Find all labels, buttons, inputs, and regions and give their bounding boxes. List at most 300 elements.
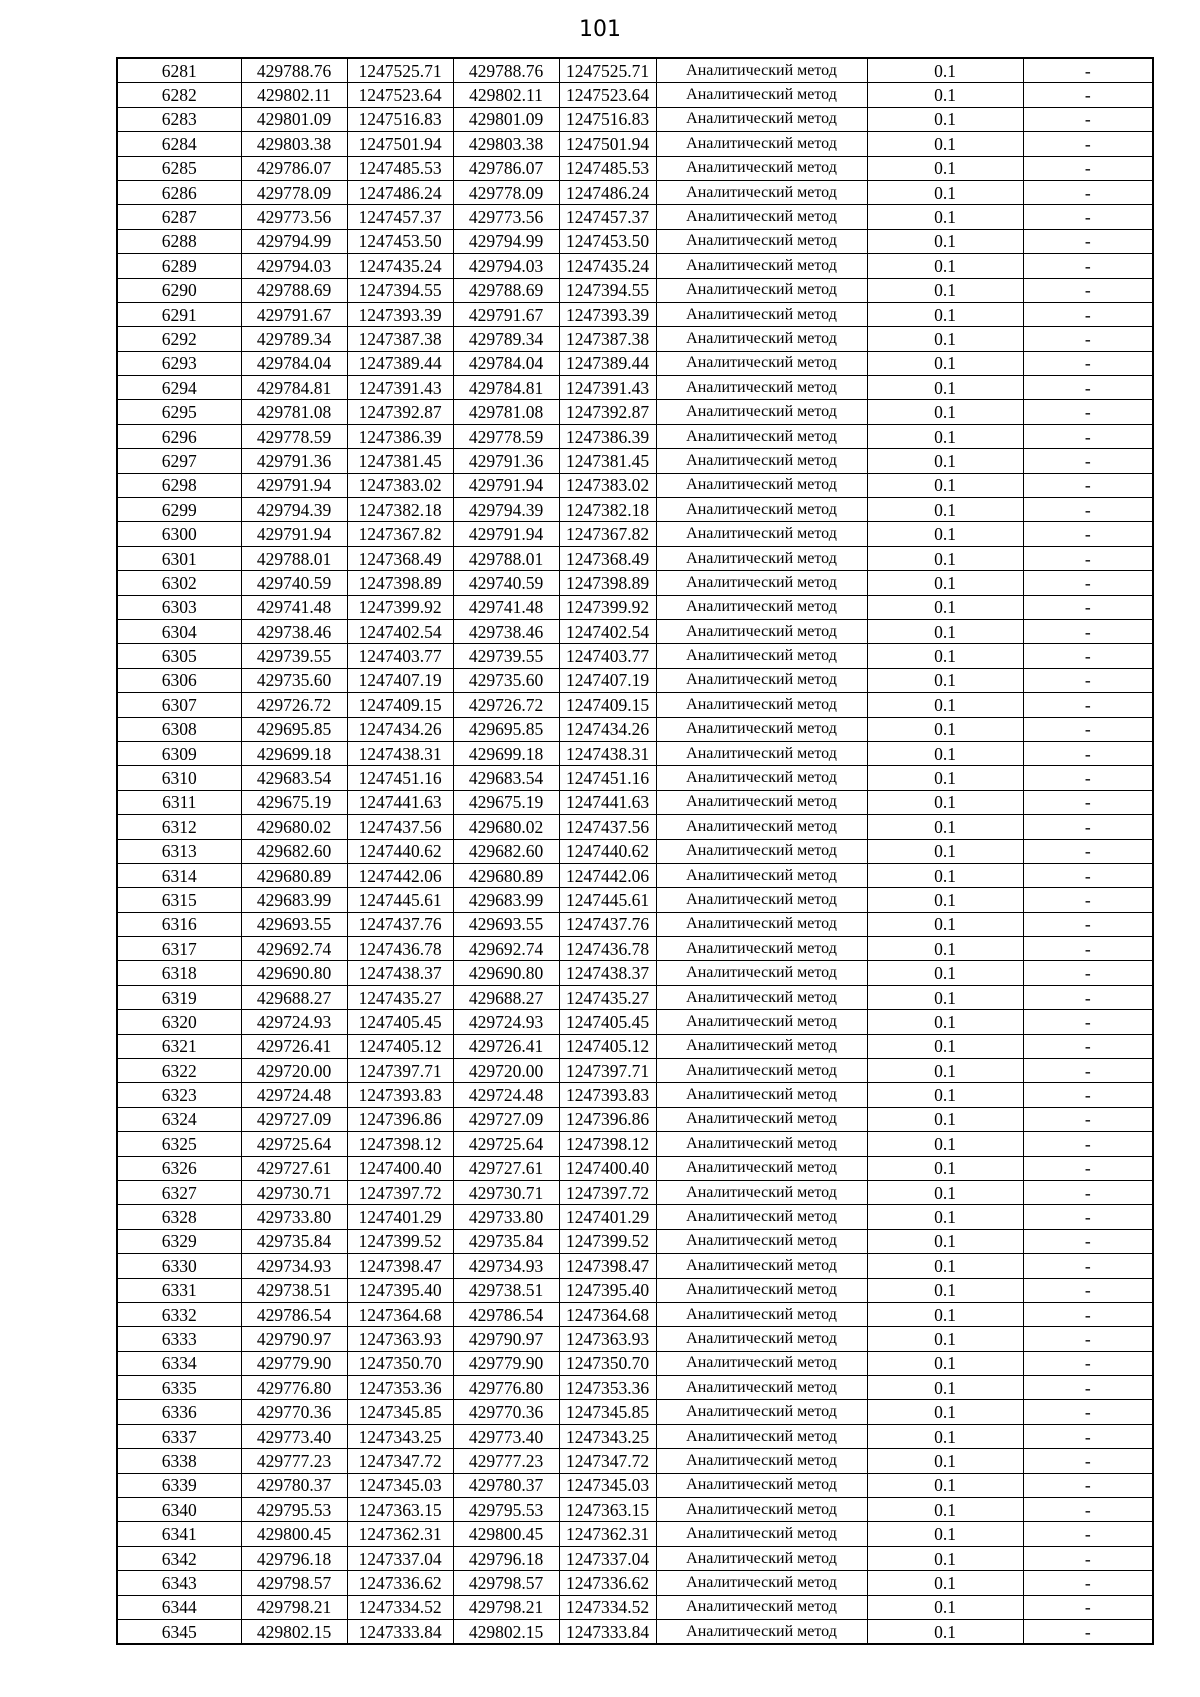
point-number-cell: 6322 <box>117 1059 241 1083</box>
point-number-cell: 6344 <box>117 1595 241 1619</box>
x-coordinate-cell: 429802.15 <box>241 1620 347 1645</box>
y-coordinate-cell: 1247364.68 <box>347 1302 453 1326</box>
y-coordinate-cell: 1247364.68 <box>559 1302 656 1326</box>
point-number-cell: 6330 <box>117 1254 241 1278</box>
y-coordinate-cell: 1247396.86 <box>559 1107 656 1131</box>
accuracy-cell: 0.1 <box>867 1546 1023 1570</box>
note-cell: - <box>1023 888 1153 912</box>
x-coordinate-cell: 429794.03 <box>453 254 559 278</box>
table-row <box>117 1107 1153 1131</box>
point-number-cell: 6339 <box>117 1473 241 1497</box>
table-row <box>117 741 1153 765</box>
accuracy-cell: 0.1 <box>867 156 1023 180</box>
y-coordinate-cell: 1247393.83 <box>347 1083 453 1107</box>
point-number-cell: 6343 <box>117 1571 241 1595</box>
point-number-cell: 6286 <box>117 180 241 204</box>
y-coordinate-cell: 1247399.52 <box>347 1229 453 1253</box>
point-number-cell: 6336 <box>117 1400 241 1424</box>
point-number-cell: 6341 <box>117 1522 241 1546</box>
y-coordinate-cell: 1247437.76 <box>347 912 453 936</box>
table-row <box>117 1620 1153 1645</box>
x-coordinate-cell: 429773.40 <box>453 1424 559 1448</box>
accuracy-cell: 0.1 <box>867 839 1023 863</box>
table-row <box>117 1498 1153 1522</box>
table-row <box>117 400 1153 424</box>
y-coordinate-cell: 1247337.04 <box>347 1546 453 1570</box>
point-number-cell: 6295 <box>117 400 241 424</box>
y-coordinate-cell: 1247334.52 <box>347 1595 453 1619</box>
x-coordinate-cell: 429786.54 <box>241 1302 347 1326</box>
method-cell: Аналитический метод <box>656 1254 867 1278</box>
x-coordinate-cell: 429770.36 <box>241 1400 347 1424</box>
table-row <box>117 1546 1153 1570</box>
method-cell: Аналитический метод <box>656 888 867 912</box>
x-coordinate-cell: 429776.80 <box>453 1376 559 1400</box>
y-coordinate-cell: 1247486.24 <box>559 180 656 204</box>
x-coordinate-cell: 429683.54 <box>241 766 347 790</box>
x-coordinate-cell: 429683.54 <box>453 766 559 790</box>
x-coordinate-cell: 429788.01 <box>453 546 559 570</box>
note-cell: - <box>1023 376 1153 400</box>
x-coordinate-cell: 429773.56 <box>241 205 347 229</box>
method-cell: Аналитический метод <box>656 351 867 375</box>
x-coordinate-cell: 429778.59 <box>453 424 559 448</box>
accuracy-cell: 0.1 <box>867 693 1023 717</box>
table-row <box>117 1351 1153 1375</box>
method-cell: Аналитический метод <box>656 180 867 204</box>
x-coordinate-cell: 429778.09 <box>453 180 559 204</box>
x-coordinate-cell: 429683.99 <box>453 888 559 912</box>
accuracy-cell: 0.1 <box>867 58 1023 83</box>
note-cell: - <box>1023 912 1153 936</box>
method-cell: Аналитический метод <box>656 1205 867 1229</box>
y-coordinate-cell: 1247391.43 <box>559 376 656 400</box>
x-coordinate-cell: 429720.00 <box>241 1059 347 1083</box>
method-cell: Аналитический метод <box>656 424 867 448</box>
y-coordinate-cell: 1247367.82 <box>347 522 453 546</box>
x-coordinate-cell: 429800.45 <box>453 1522 559 1546</box>
x-coordinate-cell: 429770.36 <box>453 1400 559 1424</box>
table-row <box>117 571 1153 595</box>
table-row <box>117 717 1153 741</box>
table-row <box>117 58 1153 83</box>
x-coordinate-cell: 429735.60 <box>241 668 347 692</box>
point-number-cell: 6328 <box>117 1205 241 1229</box>
x-coordinate-cell: 429741.48 <box>241 595 347 619</box>
x-coordinate-cell: 429699.18 <box>241 741 347 765</box>
x-coordinate-cell: 429798.57 <box>241 1571 347 1595</box>
accuracy-cell: 0.1 <box>867 1010 1023 1034</box>
x-coordinate-cell: 429795.53 <box>453 1498 559 1522</box>
note-cell: - <box>1023 1010 1153 1034</box>
accuracy-cell: 0.1 <box>867 717 1023 741</box>
table-row <box>117 1278 1153 1302</box>
point-number-cell: 6309 <box>117 741 241 765</box>
x-coordinate-cell: 429791.67 <box>241 302 347 326</box>
y-coordinate-cell: 1247405.45 <box>559 1010 656 1034</box>
method-cell: Аналитический метод <box>656 937 867 961</box>
x-coordinate-cell: 429802.11 <box>453 83 559 107</box>
point-number-cell: 6303 <box>117 595 241 619</box>
y-coordinate-cell: 1247363.93 <box>347 1327 453 1351</box>
method-cell: Аналитический метод <box>656 83 867 107</box>
y-coordinate-cell: 1247501.94 <box>559 132 656 156</box>
x-coordinate-cell: 429727.09 <box>453 1107 559 1131</box>
y-coordinate-cell: 1247437.56 <box>347 815 453 839</box>
y-coordinate-cell: 1247363.15 <box>347 1498 453 1522</box>
note-cell: - <box>1023 546 1153 570</box>
table-row <box>117 693 1153 717</box>
x-coordinate-cell: 429741.48 <box>453 595 559 619</box>
x-coordinate-cell: 429784.04 <box>453 351 559 375</box>
x-coordinate-cell: 429735.60 <box>453 668 559 692</box>
x-coordinate-cell: 429699.18 <box>453 741 559 765</box>
point-number-cell: 6297 <box>117 449 241 473</box>
x-coordinate-cell: 429798.21 <box>241 1595 347 1619</box>
y-coordinate-cell: 1247501.94 <box>347 132 453 156</box>
accuracy-cell: 0.1 <box>867 1059 1023 1083</box>
y-coordinate-cell: 1247445.61 <box>559 888 656 912</box>
point-number-cell: 6305 <box>117 644 241 668</box>
table-row <box>117 863 1153 887</box>
accuracy-cell: 0.1 <box>867 1302 1023 1326</box>
note-cell: - <box>1023 717 1153 741</box>
x-coordinate-cell: 429735.84 <box>453 1229 559 1253</box>
x-coordinate-cell: 429789.34 <box>453 327 559 351</box>
method-cell: Аналитический метод <box>656 254 867 278</box>
method-cell: Аналитический метод <box>656 1034 867 1058</box>
accuracy-cell: 0.1 <box>867 205 1023 229</box>
y-coordinate-cell: 1247362.31 <box>347 1522 453 1546</box>
accuracy-cell: 0.1 <box>867 741 1023 765</box>
x-coordinate-cell: 429773.56 <box>453 205 559 229</box>
accuracy-cell: 0.1 <box>867 619 1023 643</box>
table-row <box>117 1083 1153 1107</box>
x-coordinate-cell: 429725.64 <box>241 1132 347 1156</box>
x-coordinate-cell: 429786.07 <box>241 156 347 180</box>
x-coordinate-cell: 429680.02 <box>453 815 559 839</box>
y-coordinate-cell: 1247343.25 <box>347 1424 453 1448</box>
method-cell: Аналитический метод <box>656 107 867 131</box>
point-number-cell: 6306 <box>117 668 241 692</box>
y-coordinate-cell: 1247382.18 <box>559 498 656 522</box>
x-coordinate-cell: 429780.37 <box>453 1473 559 1497</box>
table-row <box>117 1156 1153 1180</box>
accuracy-cell: 0.1 <box>867 327 1023 351</box>
point-number-cell: 6300 <box>117 522 241 546</box>
y-coordinate-cell: 1247395.40 <box>347 1278 453 1302</box>
note-cell: - <box>1023 473 1153 497</box>
accuracy-cell: 0.1 <box>867 1376 1023 1400</box>
table-row <box>117 278 1153 302</box>
accuracy-cell: 0.1 <box>867 644 1023 668</box>
point-number-cell: 6282 <box>117 83 241 107</box>
y-coordinate-cell: 1247353.36 <box>347 1376 453 1400</box>
table-row <box>117 132 1153 156</box>
y-coordinate-cell: 1247403.77 <box>559 644 656 668</box>
y-coordinate-cell: 1247399.92 <box>347 595 453 619</box>
y-coordinate-cell: 1247453.50 <box>559 229 656 253</box>
y-coordinate-cell: 1247343.25 <box>559 1424 656 1448</box>
y-coordinate-cell: 1247441.63 <box>559 790 656 814</box>
x-coordinate-cell: 429675.19 <box>241 790 347 814</box>
x-coordinate-cell: 429791.94 <box>241 522 347 546</box>
method-cell: Аналитический метод <box>656 1449 867 1473</box>
y-coordinate-cell: 1247453.50 <box>347 229 453 253</box>
note-cell: - <box>1023 766 1153 790</box>
method-cell: Аналитический метод <box>656 1424 867 1448</box>
method-cell: Аналитический метод <box>656 1010 867 1034</box>
note-cell: - <box>1023 58 1153 83</box>
method-cell: Аналитический метод <box>656 668 867 692</box>
y-coordinate-cell: 1247441.63 <box>347 790 453 814</box>
table-row <box>117 961 1153 985</box>
y-coordinate-cell: 1247401.29 <box>347 1205 453 1229</box>
y-coordinate-cell: 1247363.15 <box>559 1498 656 1522</box>
point-number-cell: 6304 <box>117 619 241 643</box>
x-coordinate-cell: 429695.85 <box>453 717 559 741</box>
point-number-cell: 6314 <box>117 863 241 887</box>
x-coordinate-cell: 429740.59 <box>453 571 559 595</box>
y-coordinate-cell: 1247386.39 <box>347 424 453 448</box>
y-coordinate-cell: 1247402.54 <box>559 619 656 643</box>
accuracy-cell: 0.1 <box>867 254 1023 278</box>
x-coordinate-cell: 429794.03 <box>241 254 347 278</box>
point-number-cell: 6327 <box>117 1180 241 1204</box>
method-cell: Аналитический метод <box>656 839 867 863</box>
method-cell: Аналитический метод <box>656 985 867 1009</box>
method-cell: Аналитический метод <box>656 376 867 400</box>
method-cell: Аналитический метод <box>656 644 867 668</box>
y-coordinate-cell: 1247345.85 <box>559 1400 656 1424</box>
point-number-cell: 6294 <box>117 376 241 400</box>
x-coordinate-cell: 429690.80 <box>453 961 559 985</box>
point-number-cell: 6334 <box>117 1351 241 1375</box>
method-cell: Аналитический метод <box>656 522 867 546</box>
y-coordinate-cell: 1247407.19 <box>559 668 656 692</box>
method-cell: Аналитический метод <box>656 546 867 570</box>
x-coordinate-cell: 429680.02 <box>241 815 347 839</box>
y-coordinate-cell: 1247392.87 <box>347 400 453 424</box>
method-cell: Аналитический метод <box>656 961 867 985</box>
y-coordinate-cell: 1247333.84 <box>347 1620 453 1645</box>
table-row <box>117 351 1153 375</box>
x-coordinate-cell: 429781.08 <box>241 400 347 424</box>
table-row <box>117 839 1153 863</box>
y-coordinate-cell: 1247485.53 <box>347 156 453 180</box>
y-coordinate-cell: 1247393.39 <box>347 302 453 326</box>
table-row <box>117 1302 1153 1326</box>
point-number-cell: 6288 <box>117 229 241 253</box>
note-cell: - <box>1023 400 1153 424</box>
x-coordinate-cell: 429801.09 <box>453 107 559 131</box>
y-coordinate-cell: 1247334.52 <box>559 1595 656 1619</box>
x-coordinate-cell: 429675.19 <box>453 790 559 814</box>
note-cell: - <box>1023 619 1153 643</box>
y-coordinate-cell: 1247368.49 <box>347 546 453 570</box>
y-coordinate-cell: 1247398.47 <box>559 1254 656 1278</box>
y-coordinate-cell: 1247486.24 <box>347 180 453 204</box>
accuracy-cell: 0.1 <box>867 1424 1023 1448</box>
x-coordinate-cell: 429733.80 <box>241 1205 347 1229</box>
y-coordinate-cell: 1247392.87 <box>559 400 656 424</box>
y-coordinate-cell: 1247398.47 <box>347 1254 453 1278</box>
x-coordinate-cell: 429789.34 <box>241 327 347 351</box>
table-row <box>117 254 1153 278</box>
note-cell: - <box>1023 449 1153 473</box>
note-cell: - <box>1023 693 1153 717</box>
y-coordinate-cell: 1247438.37 <box>559 961 656 985</box>
point-number-cell: 6325 <box>117 1132 241 1156</box>
y-coordinate-cell: 1247451.16 <box>559 766 656 790</box>
x-coordinate-cell: 429802.11 <box>241 83 347 107</box>
x-coordinate-cell: 429788.69 <box>241 278 347 302</box>
method-cell: Аналитический метод <box>656 1376 867 1400</box>
table-row <box>117 766 1153 790</box>
y-coordinate-cell: 1247438.31 <box>559 741 656 765</box>
x-coordinate-cell: 429788.76 <box>241 58 347 83</box>
y-coordinate-cell: 1247402.54 <box>347 619 453 643</box>
x-coordinate-cell: 429680.89 <box>241 863 347 887</box>
y-coordinate-cell: 1247383.02 <box>347 473 453 497</box>
y-coordinate-cell: 1247395.40 <box>559 1278 656 1302</box>
x-coordinate-cell: 429790.97 <box>453 1327 559 1351</box>
accuracy-cell: 0.1 <box>867 376 1023 400</box>
accuracy-cell: 0.1 <box>867 863 1023 887</box>
x-coordinate-cell: 429692.74 <box>453 937 559 961</box>
point-number-cell: 6337 <box>117 1424 241 1448</box>
x-coordinate-cell: 429727.61 <box>453 1156 559 1180</box>
method-cell: Аналитический метод <box>656 1498 867 1522</box>
note-cell: - <box>1023 1132 1153 1156</box>
table-row <box>117 1595 1153 1619</box>
y-coordinate-cell: 1247383.02 <box>559 473 656 497</box>
note-cell: - <box>1023 83 1153 107</box>
accuracy-cell: 0.1 <box>867 912 1023 936</box>
x-coordinate-cell: 429738.46 <box>453 619 559 643</box>
point-number-cell: 6301 <box>117 546 241 570</box>
point-number-cell: 6293 <box>117 351 241 375</box>
table-row <box>117 668 1153 692</box>
y-coordinate-cell: 1247362.31 <box>559 1522 656 1546</box>
note-cell: - <box>1023 1180 1153 1204</box>
note-cell: - <box>1023 1205 1153 1229</box>
note-cell: - <box>1023 741 1153 765</box>
accuracy-cell: 0.1 <box>867 302 1023 326</box>
x-coordinate-cell: 429730.71 <box>241 1180 347 1204</box>
y-coordinate-cell: 1247457.37 <box>559 205 656 229</box>
note-cell: - <box>1023 1449 1153 1473</box>
table-row <box>117 1254 1153 1278</box>
x-coordinate-cell: 429739.55 <box>241 644 347 668</box>
y-coordinate-cell: 1247440.62 <box>347 839 453 863</box>
y-coordinate-cell: 1247397.71 <box>347 1059 453 1083</box>
y-coordinate-cell: 1247333.84 <box>559 1620 656 1645</box>
accuracy-cell: 0.1 <box>867 351 1023 375</box>
y-coordinate-cell: 1247397.71 <box>559 1059 656 1083</box>
accuracy-cell: 0.1 <box>867 1473 1023 1497</box>
accuracy-cell: 0.1 <box>867 937 1023 961</box>
note-cell: - <box>1023 278 1153 302</box>
table-row <box>117 790 1153 814</box>
y-coordinate-cell: 1247435.24 <box>347 254 453 278</box>
x-coordinate-cell: 429784.04 <box>241 351 347 375</box>
point-number-cell: 6299 <box>117 498 241 522</box>
x-coordinate-cell: 429794.39 <box>453 498 559 522</box>
y-coordinate-cell: 1247437.56 <box>559 815 656 839</box>
method-cell: Аналитический метод <box>656 863 867 887</box>
point-number-cell: 6332 <box>117 1302 241 1326</box>
y-coordinate-cell: 1247440.62 <box>559 839 656 863</box>
accuracy-cell: 0.1 <box>867 1498 1023 1522</box>
method-cell: Аналитический метод <box>656 693 867 717</box>
accuracy-cell: 0.1 <box>867 1205 1023 1229</box>
note-cell: - <box>1023 1546 1153 1570</box>
note-cell: - <box>1023 351 1153 375</box>
x-coordinate-cell: 429695.85 <box>241 717 347 741</box>
x-coordinate-cell: 429727.09 <box>241 1107 347 1131</box>
note-cell: - <box>1023 229 1153 253</box>
x-coordinate-cell: 429791.36 <box>241 449 347 473</box>
note-cell: - <box>1023 132 1153 156</box>
y-coordinate-cell: 1247387.38 <box>559 327 656 351</box>
note-cell: - <box>1023 1473 1153 1497</box>
table-row <box>117 449 1153 473</box>
point-number-cell: 6320 <box>117 1010 241 1034</box>
accuracy-cell: 0.1 <box>867 1107 1023 1131</box>
note-cell: - <box>1023 790 1153 814</box>
x-coordinate-cell: 429726.41 <box>241 1034 347 1058</box>
method-cell: Аналитический метод <box>656 619 867 643</box>
x-coordinate-cell: 429776.80 <box>241 1376 347 1400</box>
x-coordinate-cell: 429688.27 <box>453 985 559 1009</box>
accuracy-cell: 0.1 <box>867 1156 1023 1180</box>
accuracy-cell: 0.1 <box>867 400 1023 424</box>
method-cell: Аналитический метод <box>656 1083 867 1107</box>
note-cell: - <box>1023 1522 1153 1546</box>
point-number-cell: 6285 <box>117 156 241 180</box>
x-coordinate-cell: 429784.81 <box>241 376 347 400</box>
x-coordinate-cell: 429788.76 <box>453 58 559 83</box>
table-row <box>117 985 1153 1009</box>
x-coordinate-cell: 429779.90 <box>453 1351 559 1375</box>
table-row <box>117 376 1153 400</box>
note-cell: - <box>1023 1620 1153 1645</box>
note-cell: - <box>1023 1278 1153 1302</box>
point-number-cell: 6298 <box>117 473 241 497</box>
table-row <box>117 156 1153 180</box>
x-coordinate-cell: 429791.94 <box>453 473 559 497</box>
table-row <box>117 83 1153 107</box>
x-coordinate-cell: 429726.72 <box>453 693 559 717</box>
x-coordinate-cell: 429682.60 <box>241 839 347 863</box>
method-cell: Аналитический метод <box>656 1620 867 1645</box>
point-number-cell: 6319 <box>117 985 241 1009</box>
y-coordinate-cell: 1247435.27 <box>559 985 656 1009</box>
x-coordinate-cell: 429791.94 <box>453 522 559 546</box>
table-row <box>117 302 1153 326</box>
y-coordinate-cell: 1247336.62 <box>559 1571 656 1595</box>
x-coordinate-cell: 429802.15 <box>453 1620 559 1645</box>
x-coordinate-cell: 429773.40 <box>241 1424 347 1448</box>
x-coordinate-cell: 429794.99 <box>453 229 559 253</box>
y-coordinate-cell: 1247389.44 <box>559 351 656 375</box>
note-cell: - <box>1023 180 1153 204</box>
x-coordinate-cell: 429693.55 <box>241 912 347 936</box>
x-coordinate-cell: 429800.45 <box>241 1522 347 1546</box>
y-coordinate-cell: 1247345.03 <box>559 1473 656 1497</box>
point-number-cell: 6345 <box>117 1620 241 1645</box>
